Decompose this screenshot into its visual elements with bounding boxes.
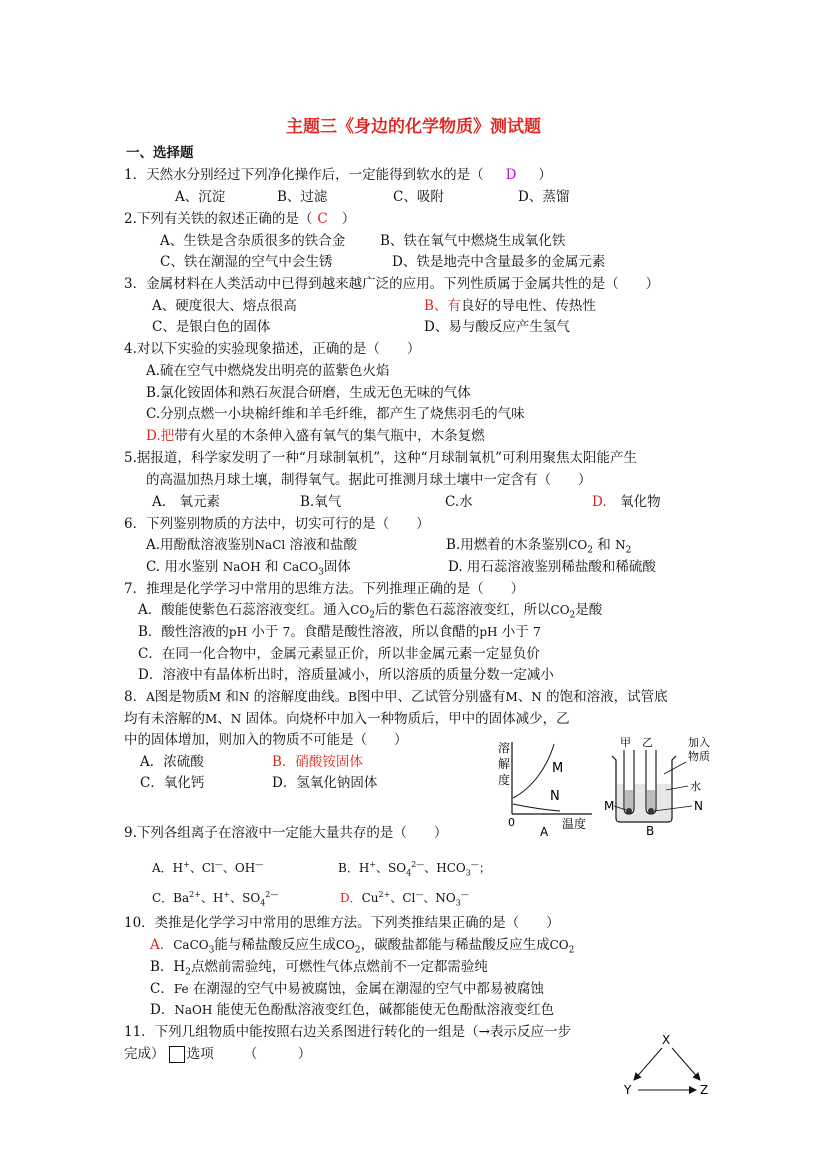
- question-8-option-b: B．硝酸铵固体: [272, 754, 363, 770]
- question-2-option-a: A、生铁是含杂质很多的铁合金: [160, 233, 346, 249]
- question-3-option-a: A、硬度很大、熔点很高: [152, 298, 297, 314]
- question-8-option-a: A．浓硫酸: [140, 754, 204, 770]
- question-9-option-b: B．H+、$SO_4^{2—}$、$HCO_3^—$；: [338, 860, 491, 878]
- curve-label-n: N: [550, 789, 560, 804]
- question-1-option-a: A、沉淀: [175, 189, 226, 205]
- question-3-option-c: C、是银白色的固体: [152, 319, 271, 335]
- add-label-2: 物质: [688, 750, 710, 763]
- question-7-option-a: A．酸能使紫色石蕊溶液变红。通入$CO_2$后的紫色石蕊溶液变红，所以$CO_2$是酸: [138, 602, 603, 621]
- question-2-option-c: C、铁在潮湿的空气中会生锈: [160, 254, 333, 270]
- question-6-option-a: A.用酚酞溶液鉴别NaCl 溶液和盐酸: [146, 537, 358, 553]
- question-7-stem: 7．推理是化学学习中常用的思维方法。下列推理正确的是（ ）: [124, 581, 525, 597]
- question-6-stem: 6．下列鉴别物质的方法中，切实可行的是（ ）: [124, 516, 430, 532]
- question-9-option-d: D．$Cu^{2+}$、Cl—、$NO_3^—$: [340, 890, 469, 908]
- add-pointer: [664, 762, 686, 774]
- question-8-stem-line1: 8．A图是物质M 和N 的溶解度曲线。B图中甲、乙试管分别盛有M、N 的饱和溶液，试管底: [124, 689, 668, 705]
- curve-n: [513, 804, 560, 811]
- curve-label-m: M: [552, 761, 564, 776]
- axis-label-char-3: 度: [498, 773, 511, 787]
- question-9-stem: 9.下列各组离子在溶液中一定能大量共存的是（ ）: [124, 825, 448, 841]
- question-6-option-c: C. 用水鉴别 NaOH 和 CaCO$_3$固体: [146, 559, 351, 578]
- node-z: Z: [700, 1083, 709, 1097]
- axis-label-char-1: 溶: [498, 741, 511, 755]
- question-5-stem-line1: 5.据报道，科学家发明了一种“月球制氧机”，这种“月球制氧机”可利用聚焦太阳能产生: [124, 450, 637, 466]
- question-10-option-c: C．Fe 在潮湿的空气中易被腐蚀，金属在潮湿的空气中都易被腐蚀: [150, 981, 544, 997]
- question-6-option-d: D. 用石蕊溶液鉴别稀盐酸和稀硫酸: [448, 559, 656, 575]
- solid-n: [648, 808, 654, 814]
- question-1-stem: 1．天然水分别经过下列净化操作后，一定能得到软水的是（ D ）: [124, 167, 552, 183]
- question-1-option-b: B、过滤: [277, 189, 328, 205]
- question-2-option-d: D、铁是地壳中含量最多的金属元素: [392, 254, 606, 270]
- question-4-option-b: B.氯化铵固体和熟石灰混合研磨，生成无色无味的气体: [146, 385, 471, 401]
- question-5-option-d: D. 氧化物: [592, 494, 661, 510]
- question-8-stem-line3: 中的固体增加，则加入的物质不可能是（ ）: [124, 732, 408, 748]
- node-x: X: [662, 1033, 671, 1047]
- axis-label-char-2: 解: [498, 757, 511, 771]
- question-5-stem-line2: 的高温加热月球土壤，制得氧气。据此可推测月球土壤中一定含有（ ）: [146, 472, 592, 488]
- question-1-answer: D: [505, 167, 517, 183]
- question-4-option-c: C.分别点燃一小块棉纤维和羊毛纤维，都产生了烧焦羽毛的气味: [146, 406, 525, 422]
- curve-m: [513, 744, 554, 798]
- question-3-option-d: D、易与酸反应产生氢气: [424, 319, 570, 335]
- question-8-option-c: C．氧化钙: [140, 775, 205, 791]
- solution-n: [647, 790, 655, 810]
- origin-label: 0: [508, 816, 515, 829]
- question-5-option-a: A. 氧元素: [152, 494, 221, 510]
- question-11-stem-line2: 完成） 选项 （ ）: [124, 1046, 312, 1062]
- question-5-option-c: C.水: [445, 494, 473, 510]
- arrow-x-to-z: [672, 1048, 700, 1080]
- node-y: Y: [624, 1083, 632, 1097]
- question-2-option-b: B、铁在氧气中燃烧生成氧化铁: [380, 233, 566, 249]
- figure-a-caption: A: [540, 825, 549, 838]
- answer-box[interactable]: [169, 1046, 185, 1063]
- question-10-option-d: D．NaOH 能使无色酚酞溶液变红色，碱都能使无色酚酞溶液变红色: [150, 1002, 555, 1018]
- add-label-1: 加入: [688, 736, 710, 749]
- tube-label-jia: 甲: [620, 736, 631, 749]
- question-4-option-a: A.硫在空气中燃烧发出明亮的蓝紫色火焰: [146, 363, 390, 379]
- question-8-stem-line2: 均有未溶解的M、N 固体。向烧杯中加入一种物质后，甲中的固体减少，乙: [124, 711, 570, 727]
- solution-m: [625, 790, 633, 810]
- question-7-option-c: C．在同一化合物中，金属元素显正价，所以非金属元素一定显负价: [138, 646, 540, 662]
- x-axis-label: 温度: [562, 817, 587, 831]
- question-4-option-d: D.把带有火星的木条伸入盛有氧气的集气瓶中，木条复燃: [146, 428, 485, 444]
- tube-label-yi: 乙: [642, 736, 653, 749]
- section-heading: 一、选择题: [126, 145, 194, 161]
- question-8-option-d: D．氢氧化钠固体: [272, 775, 378, 791]
- question-2-stem: 2.下列有关铁的叙述正确的是（ C ）: [124, 211, 356, 227]
- xyz-relation-diagram: [618, 1030, 718, 1102]
- question-7-option-d: D．溶液中有晶体析出时，溶质量减小，所以溶质的质量分数一定减小: [138, 667, 554, 683]
- solid-label-n: N: [694, 799, 703, 813]
- solid-m: [626, 808, 632, 814]
- question-11-stem-line1: 11．下列几组物质中能按照右边关系图进行转化的一组是（→表示反应一步: [124, 1024, 571, 1040]
- question-9-option-a: A．H+、Cl—、OH—: [152, 860, 264, 875]
- question-10-stem: 10．类推是化学学习中常用的思维方法。下列类推结果正确的是（ ）: [124, 915, 560, 931]
- arrow-x-to-y: [634, 1048, 662, 1080]
- beaker-figure: [602, 734, 718, 838]
- question-6-option-b: B.用燃着的木条鉴别$CO_2$ 和 $N_2$: [446, 537, 632, 556]
- question-2-answer: C: [317, 211, 328, 227]
- solubility-curve-figure: [492, 738, 602, 838]
- figure-b-caption: B: [646, 824, 655, 838]
- question-3-stem: 3．金属材料在人类活动中已得到越来越广泛的应用。下列性质属于金属共性的是（ ）: [124, 276, 660, 292]
- question-7-option-b: B．酸性溶液的pH 小于 7。食醋是酸性溶液，所以食醋的pH 小于 7: [138, 624, 541, 640]
- water-label: 水: [690, 780, 701, 793]
- question-3-option-b: B、有良好的导电性、传热性: [424, 298, 596, 314]
- question-5-option-b: B.氧气: [300, 494, 342, 510]
- question-10-option-b: B．$H_2$点燃前需验纯，可燃性气体点燃前不一定都需验纯: [150, 959, 488, 978]
- question-10-option-a: A．CaCO$_3$能与稀盐酸反应生成$CO_2$，碳酸盐都能与稀盐酸反应生成$CO_2$: [150, 937, 575, 956]
- solid-label-m: M: [604, 799, 615, 813]
- page-title: 主题三《身边的化学物质》测试题: [286, 117, 541, 137]
- question-1-option-d: D、蒸馏: [518, 189, 570, 205]
- question-9-option-c: C．$Ba^{2+}$、H+、$SO_4^{2—}$: [152, 890, 279, 908]
- question-4-stem: 4.对以下实验的实验现象描述，正确的是（ ）: [124, 341, 421, 357]
- question-1-option-c: C、吸附: [393, 189, 444, 205]
